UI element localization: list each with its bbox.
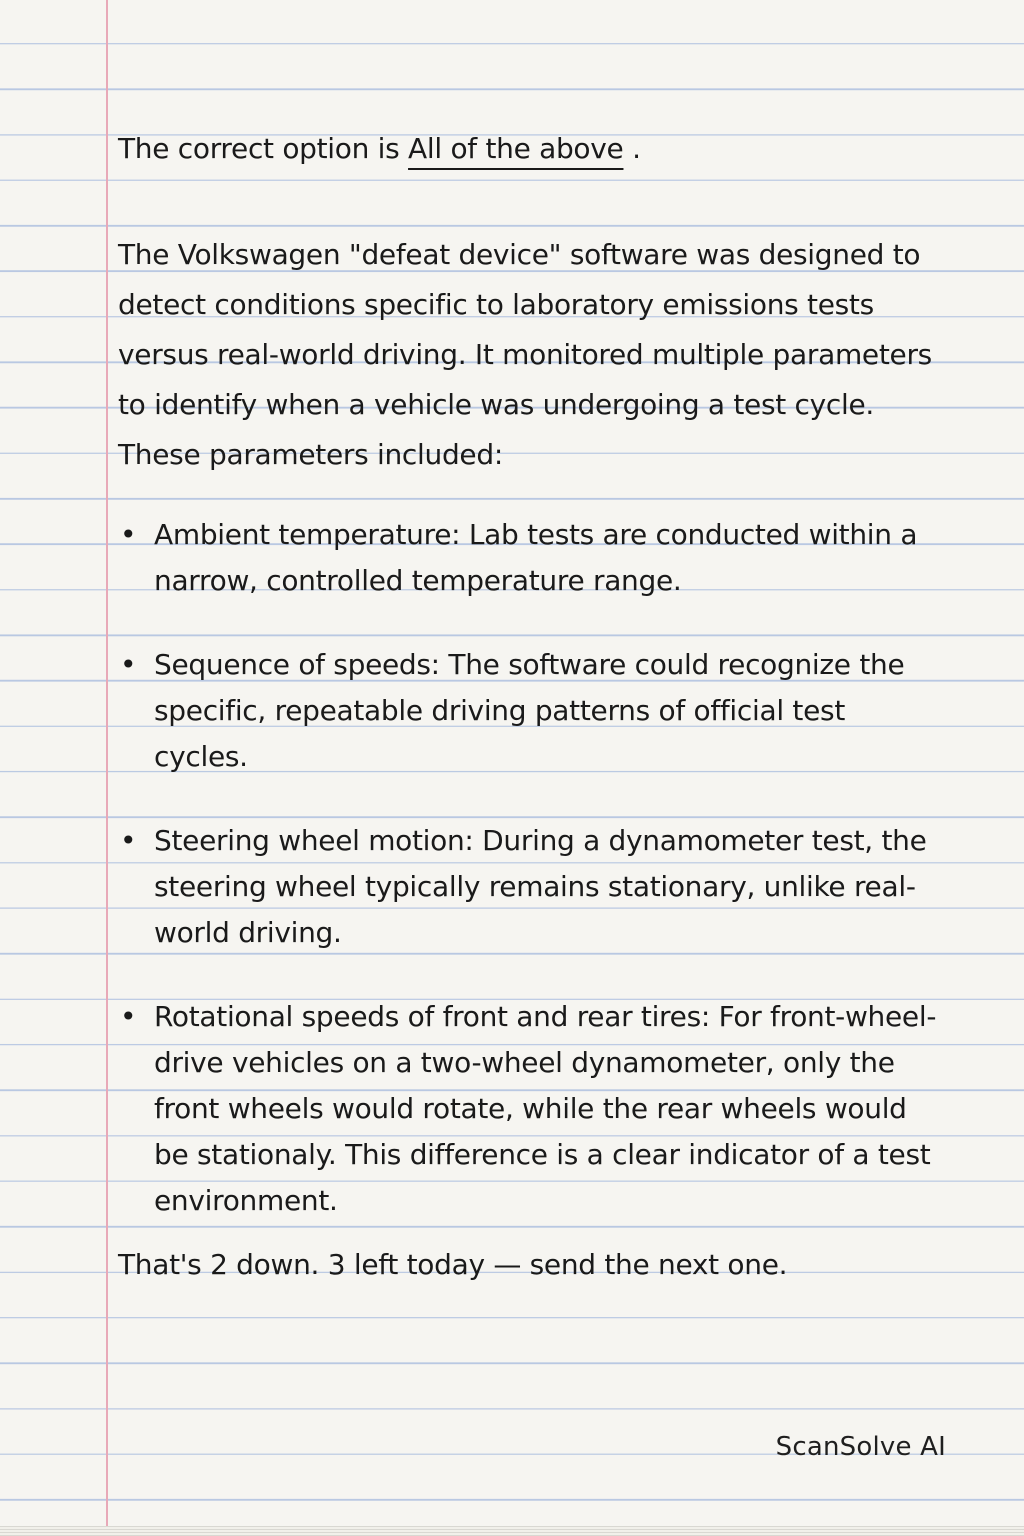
answer-option: All of the above: [408, 132, 624, 165]
parameter-sequence-of-speeds: • Sequence of speeds: The software could recognize the specific, repeatable driving patterns of official test cycles.: [120, 642, 940, 780]
page-edge: [0, 1526, 1024, 1536]
parameter-ambient-temperature: • Ambient temperature: Lab tests are conducted within a narrow, controlled temperature range.: [120, 512, 940, 604]
margin-line: [106, 0, 108, 1536]
answer-prefix: The correct option is: [118, 132, 400, 165]
intro-paragraph: The Volkswagen "defeat device" software was designed to detect conditions specific to laboratory emissions tests versus real-world driving. It monitored multiple parameters to identify when a vehicle was undergoing a test cycle. These parameters included:: [118, 238, 932, 471]
brand-label: ScanSolve AI: [775, 1432, 946, 1462]
closing-note: That's 2 down. 3 left today — send the next one.: [118, 1248, 788, 1281]
parameter-tire-rotational-speeds: • Rotational speeds of front and rear tires: For front-wheel-drive vehicles on a two-wheel dynamometer, only the front wheels would rotate, while the rear wheels would be stationaly. This difference is a clear indicator of a test environment.: [120, 994, 940, 1224]
answer-suffix: .: [632, 132, 641, 165]
parameter-list: [120, 512, 940, 1262]
answer-statement: [118, 124, 898, 174]
parameter-steering-wheel-motion: • Steering wheel motion: During a dynamometer test, the steering wheel typically remains stationary, unlike real-world driving.: [120, 818, 940, 956]
